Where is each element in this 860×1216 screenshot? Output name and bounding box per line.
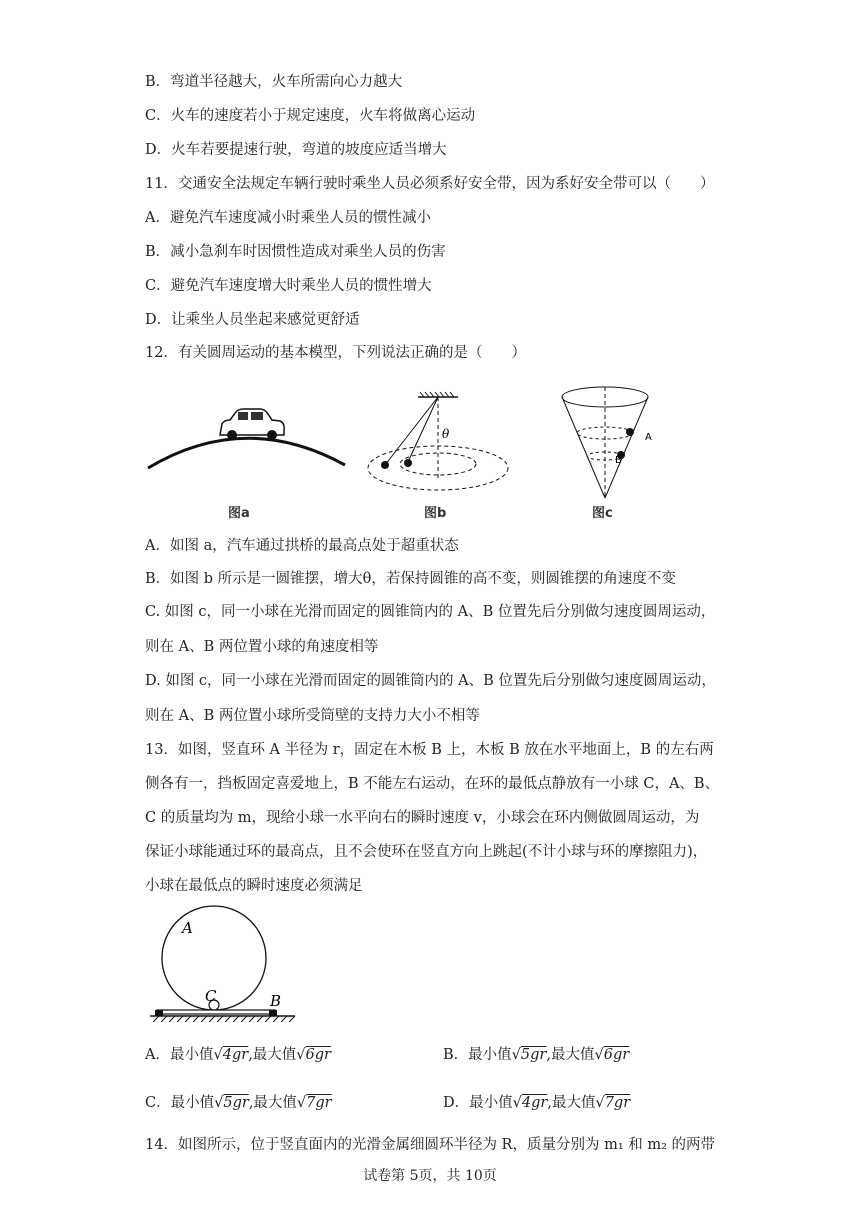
- question-13-line3: C 的质量均为 m，现给小球一水平向右的瞬时速度 v，小球会在环内侧做圆周运动，为: [145, 810, 700, 826]
- caption-figure-b: 图b: [424, 506, 447, 521]
- option-12-d-line1: D. 如图 c，同一小球在光滑而固定的圆锥筒内的 A、B 位置先后分别做匀速度圆周运动，: [145, 673, 716, 689]
- option-10-b: B．弯道半径越大，火车所需向心力越大: [145, 74, 403, 90]
- question-13-line5: 小球在最低点的瞬时速度必须满足: [145, 878, 363, 894]
- option-12-b: B．如图 b 所示是一圆锥摆，增大θ，若保持圆锥的高不变，则圆锥摆的角速度不变: [145, 571, 676, 587]
- option-13-a: A．最小值√4gr,最大值√6gr: [145, 1047, 331, 1063]
- option-13-b: B．最小值√5gr,最大值√6gr: [443, 1047, 630, 1063]
- option-12-d-line2: 则在 A、B 两位置小球所受筒壁的支持力大小不相等: [145, 708, 480, 724]
- figure-c-cone: [562, 387, 652, 498]
- question-13-line2: 侧各有一，挡板固定喜爱地上，B 不能左右运动，在环的最低点静放有一小球 C，A、B、: [145, 776, 720, 792]
- question-12: 12．有关圆周运动的基本模型，下列说法正确的是（ ）: [145, 345, 526, 361]
- figures-q12: [140, 380, 660, 525]
- option-12-c-line1: C. 如图 c，同一小球在光滑而固定的圆锥筒内的 A、B 位置先后分别做匀速度圆周运动，: [145, 604, 716, 620]
- question-14-line1: 14．如图所示，位于竖直面内的光滑金属细圆环半径为 R，质量分别为 m₁ 和 m₂ 的两带: [145, 1137, 716, 1153]
- option-10-c: C．火车的速度若小于规定速度，火车将做离心运动: [145, 108, 476, 124]
- ring-label-c: C: [205, 987, 217, 1005]
- option-11-d: D．让乘坐人员坐起来感觉更舒适: [145, 312, 360, 328]
- figure-b-pendulum: [368, 392, 508, 490]
- caption-figure-a: 图a: [228, 506, 250, 521]
- figure-a-bridge: [148, 409, 345, 468]
- ring-label-b: B: [270, 992, 282, 1010]
- option-10-d: D．火车若要提速行驶，弯道的坡度应适当增大: [145, 142, 447, 158]
- car-icon: [220, 409, 284, 440]
- question-13-line1: 13．如图，竖直环 A 半径为 r，固定在木板 B 上，木板 B 放在水平地面上，B 的左右两: [145, 742, 714, 758]
- caption-figure-c: 图c: [592, 506, 613, 521]
- page-footer: 试卷第 5页，共 10页: [363, 1168, 497, 1184]
- figure-q13-ring: [145, 905, 305, 1025]
- option-12-c-line2: 则在 A、B 两位置小球的角速度相等: [145, 639, 379, 655]
- ring-label-a: A: [182, 919, 193, 937]
- option-11-a: A．避免汽车速度减小时乘坐人员的惯性减小: [145, 210, 431, 226]
- theta-label: θ: [442, 427, 450, 441]
- question-11: 11．交通安全法规定车辆行驶时乘坐人员必须系好安全带，因为系好安全带可以（ ）: [145, 176, 715, 192]
- cone-label-b: B: [615, 455, 622, 466]
- option-12-a: A．如图 a，汽车通过拱桥的最高点处于超重状态: [145, 538, 459, 554]
- option-13-c: C．最小值√5gr,最大值√7gr: [145, 1095, 332, 1111]
- option-11-c: C．避免汽车速度增大时乘坐人员的惯性增大: [145, 278, 432, 294]
- question-13-line4: 保证小球能通过环的最高点，且不会使环在竖直方向上跳起(不计小球与环的摩擦阻力)，: [145, 844, 708, 860]
- cone-label-a: A: [645, 432, 652, 443]
- option-11-b: B．减小急刹车时因惯性造成对乘坐人员的伤害: [145, 244, 446, 260]
- option-13-d: D．最小值√4gr,最大值√7gr: [443, 1095, 631, 1111]
